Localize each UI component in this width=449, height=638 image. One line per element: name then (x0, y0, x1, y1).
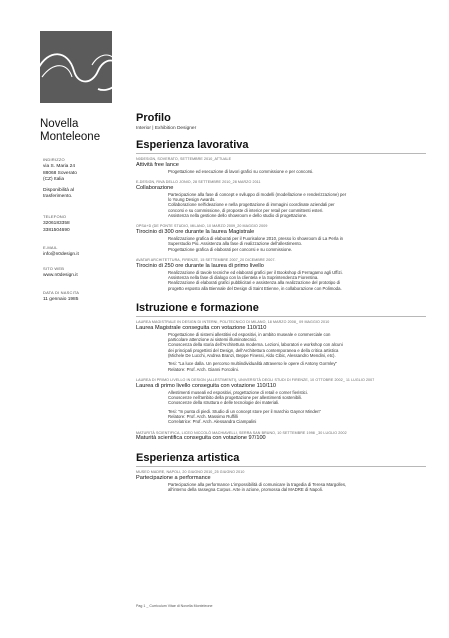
description-line: Conoscenze della struttura e delle tecnologie dei materiali. (168, 400, 280, 406)
logo (40, 31, 112, 103)
art-section (136, 452, 426, 495)
description-line: Realizzazione grafica di elaborati per il Fuorisalone 2010, presso lo showroom di La Perla in (168, 236, 344, 242)
description-line: Relatore: Prof. Arch. Massimo Ruffilli (168, 413, 238, 419)
address-line: (CZ) Italia (43, 177, 65, 183)
email-label: E-MAIL (43, 245, 58, 250)
address-label: INDIRIZZO (43, 157, 65, 162)
description-line: Allestimenti museali ed espositivi, progettazione di retail e corner fieristici. (168, 389, 308, 395)
birth-block (43, 290, 123, 304)
page-footer: Pag 1 _ Curriculum Vitae di Novella Monteleone (136, 604, 213, 608)
entry-spacer (136, 373, 426, 375)
web-block (43, 266, 123, 280)
description-line: Conoscenza della storia dell'Architettura moderna. Lezioni, laboratori e workshop con alcuni (168, 342, 343, 348)
description-line: Relatore: Prof. Arch. Gianni Forcolini. (168, 366, 239, 372)
entry-spacer (136, 426, 426, 428)
entry-spacer (136, 442, 426, 444)
cv-entry (136, 258, 426, 294)
education-heading: Istruzione e formazione (136, 302, 259, 315)
entry-description (136, 390, 426, 425)
email-block (43, 245, 123, 259)
cv-entry (136, 157, 426, 177)
entry-description (136, 192, 426, 218)
cv-entry (136, 180, 426, 221)
section-divider (136, 316, 426, 317)
entry-meta: OPSA+D (DE PONTE STUDIO, MILANO, 10 MARZO 2009_20 MAGGIO 2009 (136, 224, 268, 229)
description-line: Tesi: "La luce dalla. Un percorso multiindividualità attraverso le opere di Antony Gormley" (168, 361, 338, 367)
availability-line: trasferimento. (43, 194, 73, 200)
description-line: Progettazione ed esecuzione di lavori grafici su commissione e per concorsi. (168, 168, 314, 174)
section-divider (136, 153, 426, 154)
profile-heading: Profilo (136, 112, 171, 124)
phone-label: TELEFONO (43, 214, 67, 219)
entry-meta: MUSEO MADRE, NAPOLI, 20 GIUGNO 2010_25 GIUGNO 2010 (136, 470, 245, 475)
art-items (136, 470, 426, 495)
availability-block (43, 188, 123, 201)
description-line: Tesi: "In punta di piedi. Studio di un concept store per il marchio Gaynor Minden" (168, 408, 322, 414)
description-line: Correlatrice: Prof. Arch. Alessandra Ciampalini (168, 419, 257, 425)
address-line: via S. Maria 24 (43, 164, 75, 170)
web-label: SITO WEB (43, 266, 65, 271)
main-column (136, 112, 426, 496)
phone-block (43, 214, 123, 234)
description-line: Collaborazione nell'ideazione e nella progettazione di immagini coordinate aziendali per (168, 202, 335, 208)
phone-number[interactable]: 3381504690 (43, 227, 70, 233)
work-section (136, 139, 426, 294)
entry-title: Collaborazione (136, 184, 174, 191)
description-line: Progettazione di sistemi allestitivi ed espositivi, in ambito museale e commerciale con (168, 331, 331, 337)
address-line: 88068 Soverato (43, 170, 77, 176)
education-section (136, 302, 426, 444)
description-line: concorsi e su commissione, di proposte di interior per retail per committenti esteri. (168, 207, 324, 213)
art-heading: Esperienza artistica (136, 452, 240, 465)
entry-meta: LAUREA DI PRIMO LIVELLO IN DESIGN (ALLESTIMENTI), UNIVERSITÀ DEGLI STUDI DI FIRENZE, 10 OTTOBRE 2002_ 11 LUGLIO 2007 (136, 377, 375, 382)
birth-label: DATA DI NASCITA (43, 290, 80, 295)
entry-title: Partecipazione a performance (136, 475, 211, 482)
cv-entry (136, 224, 426, 255)
description-line: Conoscenze nell'ambito della progettazione per allestimenti sostenibili. (168, 395, 303, 401)
birth-date: 11 gennaio 1985 (43, 297, 79, 303)
entry-meta: MATURITÀ SCIENTIFICA, LICEO NICCOLÒ MACHIAVELLI, SERRA SAN BRUNO, 10 SETTEMBRE 1998 _30 LUGLIO 2002 (136, 430, 347, 435)
entry-title: Maturità scientifica conseguita con votazione 97/100 (136, 435, 266, 442)
entry-title: Laurea di primo livello conseguita con votazione 110/110 (136, 382, 277, 389)
entry-spacer (136, 219, 426, 221)
description-line: dei principali progettisti del Design, dell'Architettura contemporanea e della critica artistica (168, 347, 339, 353)
person-name (40, 118, 100, 144)
entry-title: Laurea Magistrale conseguita con votazione 110/110 (136, 324, 267, 331)
description-line: progetto esposto alla Biennale del Design di Saint Etienne, in collaborazione con Polimoda. (168, 285, 342, 291)
entry-spacer (136, 494, 426, 496)
last-name: Monteleone (40, 131, 101, 143)
entry-spacer (136, 253, 426, 255)
cv-entry (136, 431, 426, 445)
logo-mark-icon (34, 31, 124, 103)
entry-meta: AVATAR ARCHITETTURA, FIRENZE, 15 SETTEMBRE 2007_20 DICEMBRE 2007. (136, 258, 276, 263)
description-line: Assistenza nella fase di dialogo con la clientela e la Soprintendenza Fiorentina. (168, 275, 319, 281)
entry-description (136, 482, 426, 493)
entry-title: Tirocinio di 300 ore durante la laurea Magistrale (136, 229, 255, 236)
entry-description (136, 236, 426, 252)
cv-entry (136, 470, 426, 495)
entry-description (136, 270, 426, 291)
phone-number[interactable]: 3206183358 (43, 221, 70, 227)
email-link[interactable]: info@n0design.it (43, 252, 79, 258)
description-line: Realizzazione di tavole tecniche ed elaborati grafici per il Bookshop di Ferragamo agli Uffizi. (168, 269, 343, 275)
availability-line: Disponibilità al (43, 188, 74, 193)
cv-entry (136, 378, 426, 428)
entry-title: Attività free lance (136, 161, 179, 168)
description-line: lo Young Design Awards. (168, 197, 216, 203)
description-line: Progettazione grafica di elaborati per concorsi e su commissione. (168, 246, 293, 252)
description-line: Assistenza nella gestione dello showroom e dello studio di progettazione. (168, 213, 308, 219)
description-line: Partecipazione alla performance L'impossibilità di comunicare la tragedia di Teresa Margolles, (168, 482, 347, 488)
work-heading: Esperienza lavorativa (136, 139, 249, 151)
description-line: all'interno della rassegna Corpus. Arte in azione, promossa dal MADRE di Napoli. (168, 487, 323, 493)
entry-meta: E-DESIGN, RIVA DELLO JONIO, 28 SETTEMBRE 2010_28 MARZO 2011 (136, 180, 261, 185)
description-line: Realizzazione di elaborati grafici pubblicitari e assistenza alla realizzazione del prototipo di (168, 280, 340, 286)
description-line: particolare attenzione ai sistemi illuminotecnici. (168, 337, 258, 343)
entry-description (136, 332, 426, 372)
description-line: Superstudio Più. Assistenza alla fase di realizzazione dell'allestimento. (168, 241, 303, 247)
entry-spacer (136, 292, 426, 294)
education-items (136, 320, 426, 444)
profile-section (136, 112, 426, 131)
address-block (43, 157, 123, 184)
entry-spacer (136, 175, 426, 177)
first-name: Novella (40, 118, 79, 130)
entry-meta: N0DESIGN, SOVERATO, SETTEMBRE 2010_ATTUALE (136, 157, 232, 161)
entry-title: Tirocinio di 250 ore durante la laurea di primo livello (136, 262, 264, 269)
profile-role: Interior | Exhibition Designer (136, 126, 197, 131)
entry-meta: LAUREA MAGISTRALE IN DESIGN DI INTERNI, POLITECNICO DI MILANO, 18 MARZO 2008_ 09 MAGGIO 2010 (136, 320, 330, 325)
entry-description (136, 169, 426, 174)
section-divider (136, 466, 426, 467)
description-line: Partecipazione alla fase di concept e sviluppo di modelli (modellazione e renderizzazione) per (168, 191, 347, 197)
work-items (136, 157, 426, 294)
description-line: (Michele De Lucchi, Andrea Branzi, Beppe Finessi, Aldo Cibic, Alessandro Mendini, etc). (168, 353, 336, 359)
cv-entry (136, 320, 426, 375)
web-link[interactable]: www.n0design.it (43, 273, 78, 279)
